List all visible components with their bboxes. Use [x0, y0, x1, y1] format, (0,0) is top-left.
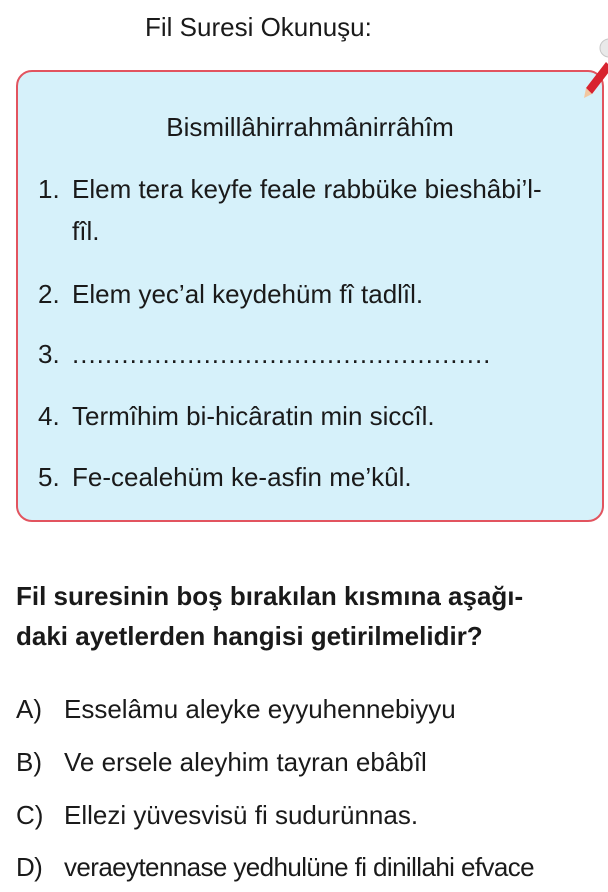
- option-d[interactable]: [16, 850, 534, 884]
- verse-number: 1.: [38, 174, 60, 204]
- verse-text: Fe-cealehüm ke-asfin me’kûl.: [72, 462, 412, 492]
- pencil-icon: [582, 38, 608, 102]
- question: [16, 576, 523, 656]
- option-label: C): [16, 800, 44, 830]
- option-label: A): [16, 694, 42, 724]
- option-text: Ellezi yüvesvisü fi sudurünnas.: [64, 800, 419, 830]
- verse-number: 4.: [38, 401, 60, 431]
- verse-text: Elem tera keyfe feale rabbüke bieshâbi’l-: [72, 174, 542, 204]
- basmala: Bismillâhirrahmânirrâhîm: [166, 112, 454, 142]
- option-a[interactable]: [16, 692, 456, 726]
- verse-3-blank: [38, 337, 491, 371]
- verse-text: Elem yec’al keydehüm fî tadlîl.: [72, 279, 424, 309]
- question-line-2: daki ayetlerden hangisi getirilmelidir?: [16, 621, 483, 651]
- verse-text: Termîhim bi-hicâratin min siccîl.: [72, 401, 435, 431]
- verse-2: [38, 277, 423, 311]
- blank-dots: ...................................................: [72, 339, 492, 369]
- verse-5: [38, 460, 412, 494]
- verse-number: 3.: [38, 339, 60, 369]
- verse-1-continuation: fîl.: [72, 216, 100, 246]
- verse-number: 2.: [38, 279, 60, 309]
- option-text: veraeytennase yedhulüne fi dinillahi efvace: [64, 852, 534, 882]
- option-b[interactable]: [16, 745, 427, 779]
- option-text: Ve ersele aleyhim tayran ebâbîl: [64, 747, 427, 777]
- verse-4: [38, 399, 435, 433]
- page-title: Fil Suresi Okunuşu:: [145, 12, 372, 42]
- option-text: Esselâmu aleyke eyyuhennebiyyu: [64, 694, 456, 724]
- sura-box: [16, 70, 604, 522]
- question-line-1: Fil suresinin boş bırakılan kısmına aşağı-: [16, 581, 524, 611]
- option-label: B): [16, 747, 42, 777]
- verse-1: [38, 172, 542, 206]
- option-label: D): [16, 852, 43, 882]
- verse-number: 5.: [38, 462, 60, 492]
- option-c[interactable]: [16, 798, 418, 832]
